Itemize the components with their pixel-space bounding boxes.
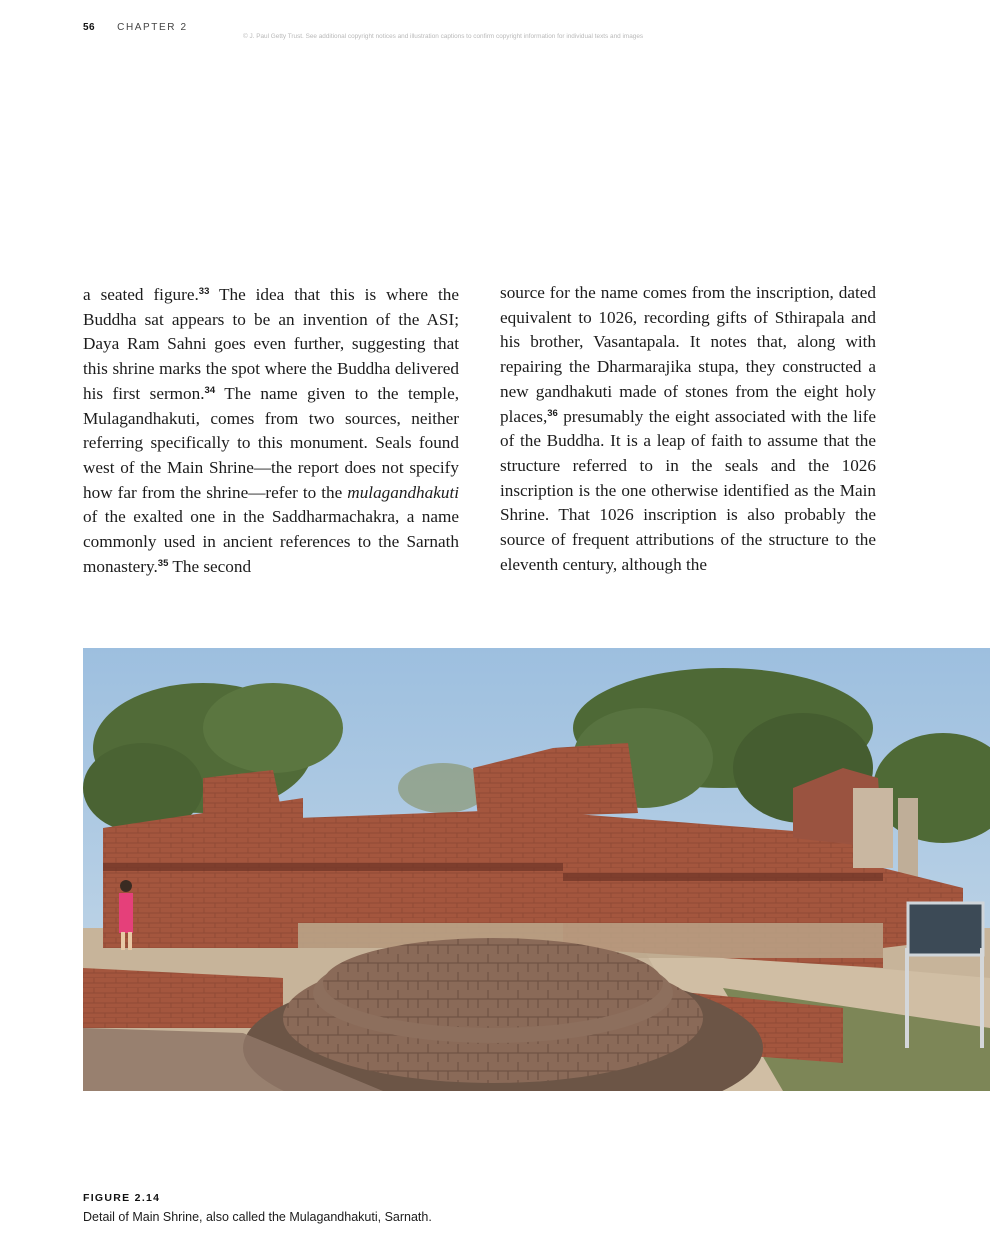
photo-illustration	[83, 648, 990, 1091]
text-run: The idea that this is where the Buddha sat appears to be an invention of the ASI; Daya Ram Sahni goes even further, suggesting that this shrine marks the spot where the Buddha delivered his first sermon.	[83, 285, 459, 403]
figure-label: FIGURE 2.14	[83, 1192, 161, 1204]
body-column-left	[83, 283, 459, 579]
footnote-ref-36[interactable]: 36	[547, 407, 558, 419]
chapter-label: CHAPTER 2	[117, 22, 188, 33]
italic-term: mulagandhakuti	[347, 482, 459, 502]
text-run: of the exalted one in the Saddharmachakra, a name commonly used in ancient references to the Sarnath monastery.	[83, 507, 459, 576]
text-run: The second	[168, 556, 252, 576]
footnote-ref-34[interactable]: 34	[204, 384, 216, 396]
text-run: The name given to the temple, Mulagandhakuti, comes from two sources, neither referring specifically to this monument. Seals found west of the Main Shrine—the report does not specify how far from the shrine—refer to the	[83, 383, 460, 502]
text-run: presumably the eight associated with the life of the Buddha. It is a leap of faith to assume that the structure referred to in the seals and the 1026 inscription is the one otherwise identified as the Main Shrine. That 1026 inscription is also probably the source of frequent attributions of the structure to the eleventh century, although the	[500, 406, 876, 574]
copyright-notice: © J. Paul Getty Trust. See additional copyright notices and illustration captions to confirm copyright information for individual texts and images	[243, 33, 644, 40]
main-shrine-walls	[103, 743, 963, 968]
figure-caption: Detail of Main Shrine, also called the Mulagandhakuti, Sarnath.	[83, 1210, 432, 1224]
footnote-ref-33[interactable]: 33	[198, 286, 210, 297]
text-run: a seated figure.	[83, 285, 199, 304]
footnote-ref-35[interactable]: 35	[157, 557, 169, 569]
text-run: source for the name comes from the inscription, dated equivalent to 1026, recording gifts of Sthirapala and his brother, Vasantapala. It notes that, along with repairing the Dharmarajika stupa, they constructed a new gandhakuti made of stones from the eight holy places,	[500, 283, 876, 426]
running-head	[83, 22, 188, 33]
page-number: 56	[83, 22, 96, 33]
figure-photo-main-shrine	[83, 648, 990, 1091]
body-column-right	[500, 281, 876, 577]
